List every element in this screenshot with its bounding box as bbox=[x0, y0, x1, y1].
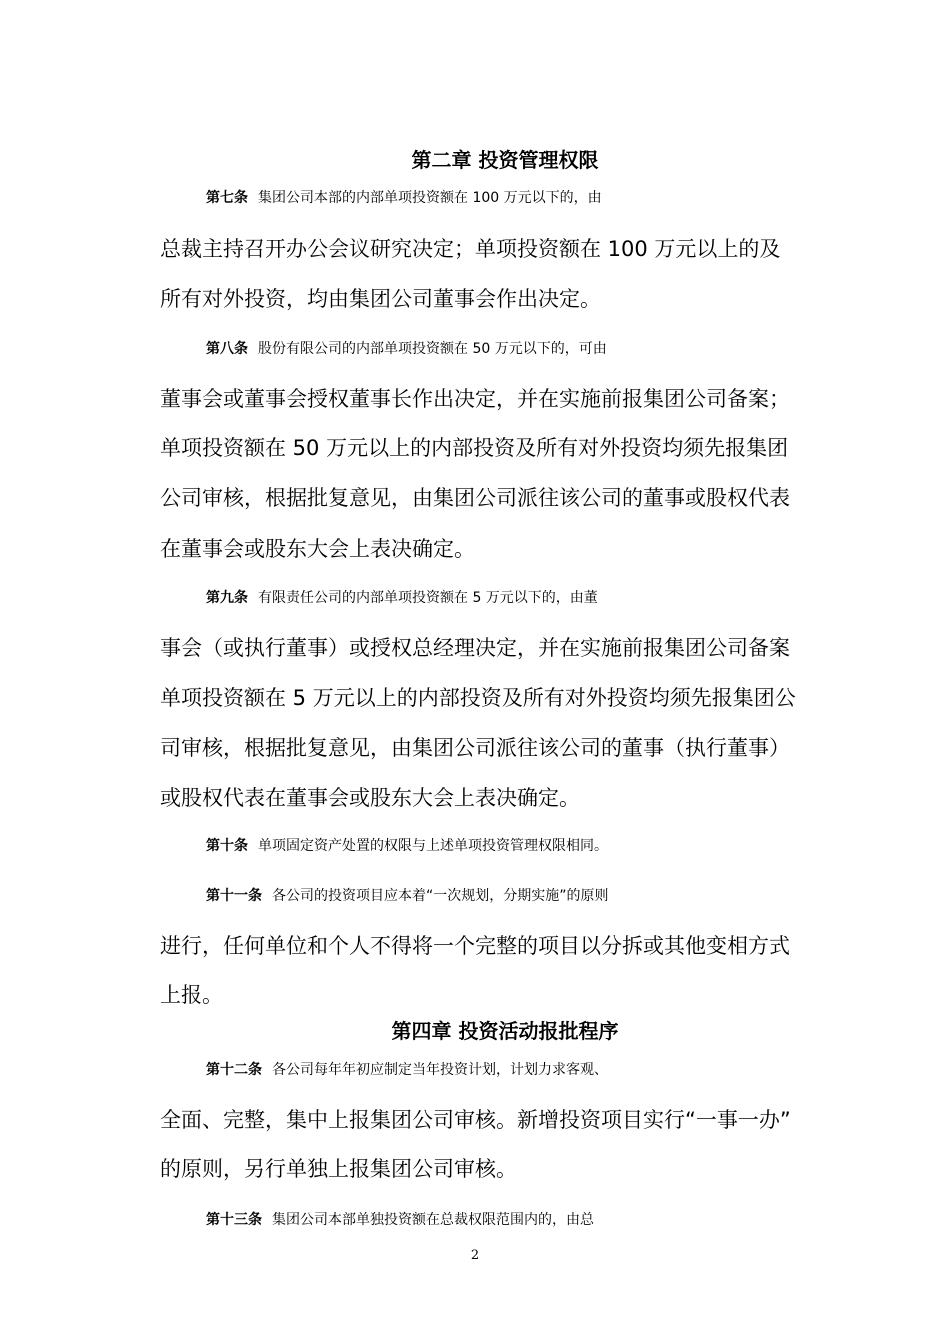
article-13-text: 集团公司本部单独投资额在总裁权限范围内的，由总 bbox=[272, 1212, 594, 1228]
article-11-line: 进行，任何单位和个人不得将一个完整的项目以分拆或其他变相方式 bbox=[160, 934, 790, 958]
article-9-line: 事会（或执行董事）或授权总经理决定，并在实施前报集团公司备案 bbox=[160, 636, 790, 660]
article-13-label: 第十三条 bbox=[206, 1212, 262, 1228]
article-7-line: 所有对外投资，均由集团公司董事会作出决定。 bbox=[160, 287, 601, 311]
article-9-text: 有限责任公司的内部单项投资额在 5 万元以下的，由董 bbox=[258, 590, 598, 606]
article-12-line: 全面、完整，集中上报集团公司审核。新增投资项目实行“一事一办” bbox=[160, 1108, 791, 1132]
article-7-line: 总裁主持召开办公会议研究决定；单项投资额在 100 万元以上的及 bbox=[160, 237, 781, 261]
page-number: 2 bbox=[470, 1248, 480, 1263]
article-8-line: 公司审核，根据批复意见，由集团公司派往该公司的董事或股权代表 bbox=[160, 486, 790, 510]
article-11-text: 各公司的投资项目应本着“一次规划，分期实施”的原则 bbox=[272, 888, 609, 904]
article-7-label: 第七条 bbox=[206, 190, 248, 206]
article-12-text: 各公司每年年初应制定当年投资计划，计划力求客观、 bbox=[272, 1062, 608, 1078]
article-12-line: 的原则，另行单独上报集团公司审核。 bbox=[160, 1157, 517, 1181]
article-8-label: 第八条 bbox=[206, 341, 248, 357]
article-8-line: 单项投资额在 50 万元以上的内部投资及所有对外投资均须先报集团 bbox=[160, 436, 789, 460]
article-10-text: 单项固定资产处置的权限与上述单项投资管理权限相同。 bbox=[258, 838, 608, 854]
article-7-text: 集团公司本部的内部单项投资额在 100 万元以下的，由 bbox=[258, 190, 602, 206]
article-8-line: 董事会或董事会授权董事长作出决定，并在实施前报集团公司备案； bbox=[160, 387, 790, 411]
article-9-first-line bbox=[206, 584, 896, 612]
article-13-first-line bbox=[206, 1206, 896, 1234]
article-8-text: 股份有限公司的内部单项投资额在 50 万元以下的，可由 bbox=[258, 341, 607, 357]
article-9-line: 或股权代表在董事会或股东大会上表决确定。 bbox=[160, 786, 580, 810]
chapter-2-heading: 第二章 投资管理权限 bbox=[411, 148, 599, 172]
article-11-line: 上报。 bbox=[160, 983, 223, 1007]
article-8-first-line bbox=[206, 335, 896, 363]
article-9-line: 单项投资额在 5 万元以上的内部投资及所有对外投资均须先报集团公 bbox=[160, 686, 796, 710]
article-9-label: 第九条 bbox=[206, 590, 248, 606]
article-10-first-line bbox=[206, 832, 896, 860]
article-12-first-line bbox=[206, 1056, 896, 1084]
article-11-first-line bbox=[206, 882, 896, 910]
article-12-label: 第十二条 bbox=[206, 1062, 262, 1078]
article-9-line: 司审核，根据批复意见，由集团公司派往该公司的董事（执行董事） bbox=[160, 736, 790, 760]
article-11-label: 第十一条 bbox=[206, 888, 262, 904]
article-8-line: 在董事会或股东大会上表决确定。 bbox=[160, 537, 475, 561]
chapter-4-heading: 第四章 投资活动报批程序 bbox=[391, 1019, 619, 1043]
article-10-label: 第十条 bbox=[206, 838, 248, 854]
article-7-first-line bbox=[206, 184, 896, 212]
